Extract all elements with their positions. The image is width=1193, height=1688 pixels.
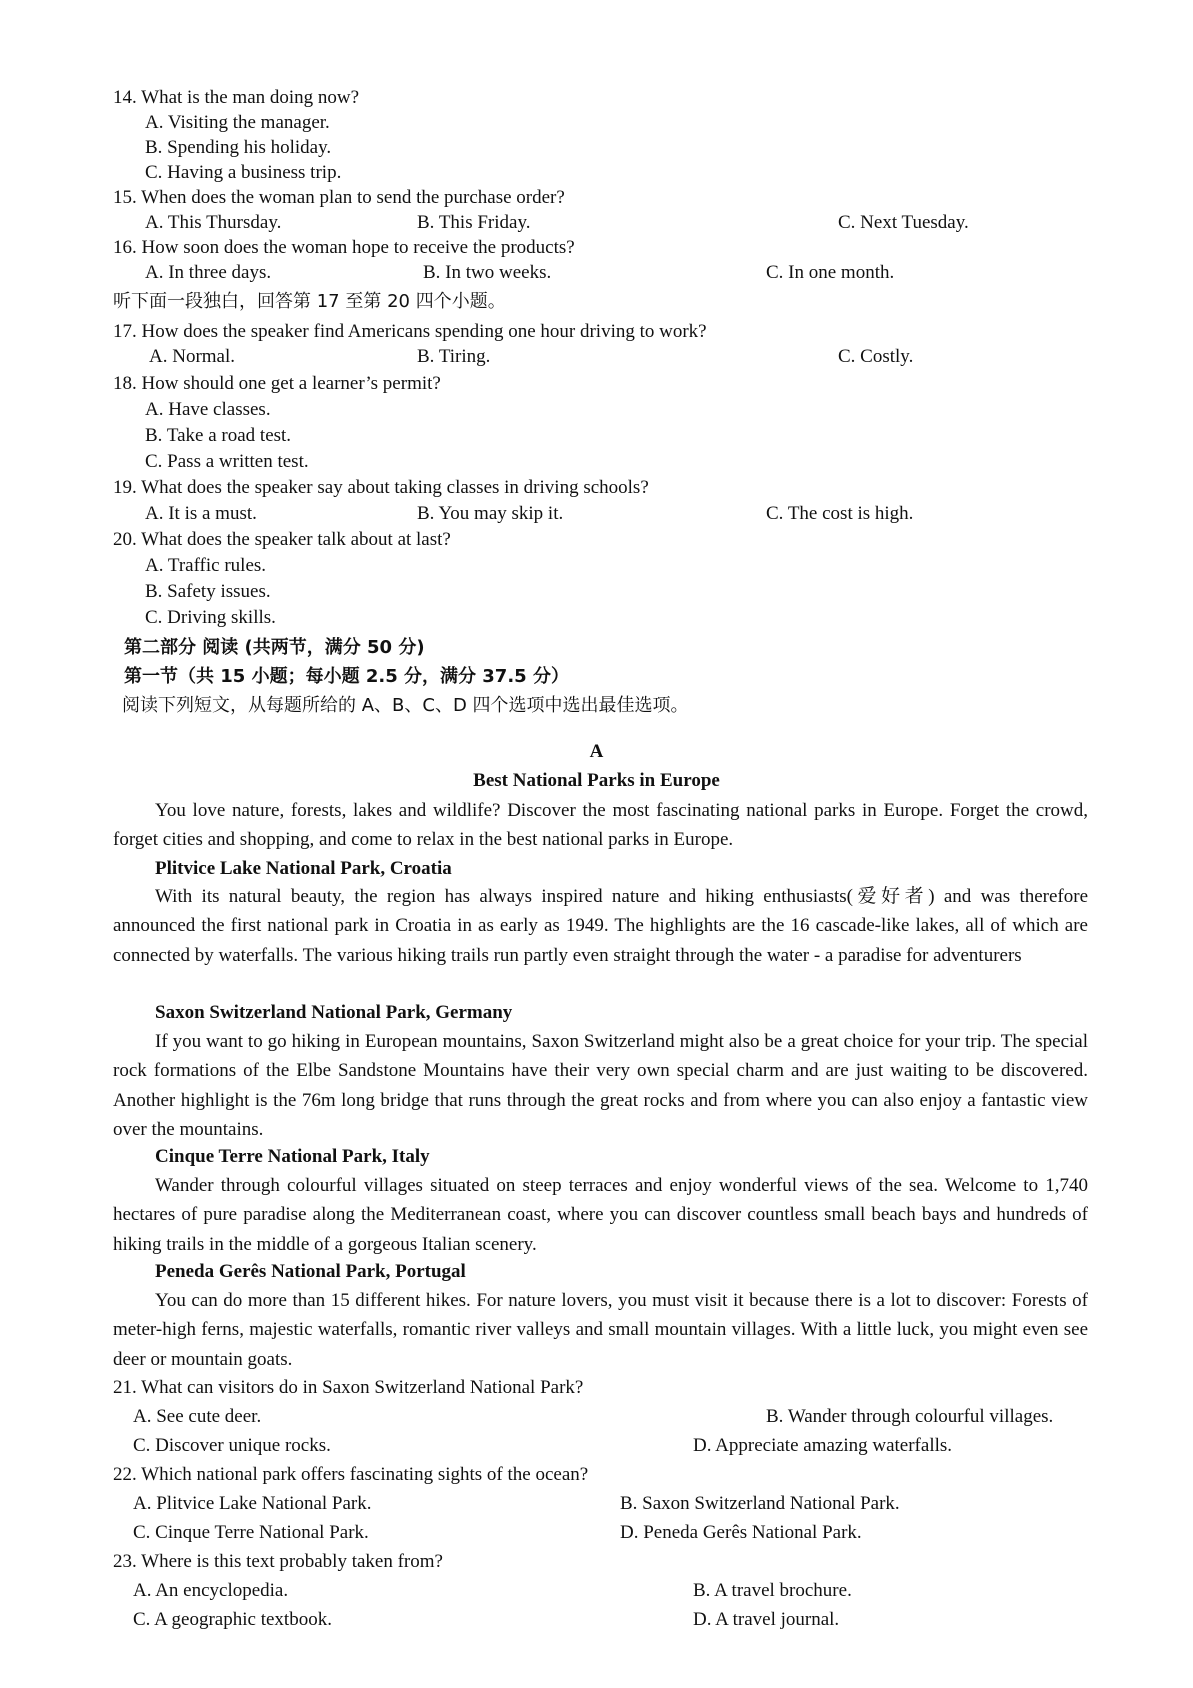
option-18a: A. Have classes. <box>145 399 271 420</box>
option-14a: A. Visiting the manager. <box>145 112 330 133</box>
section1-title: 第一节（共 15 小题；每小题 2.5 分，满分 37.5 分） <box>124 666 569 687</box>
option-22c: C. Cinque Terre National Park. <box>133 1522 369 1543</box>
option-14c: C. Having a business trip. <box>145 162 342 183</box>
question-20: 20. What does the speaker talk about at last? <box>113 529 451 550</box>
option-23d: D. A travel journal. <box>693 1609 840 1630</box>
park-heading-peneda-geres: Peneda Gerês National Park, Portugal <box>155 1261 466 1282</box>
passage-letter: A <box>589 741 604 762</box>
option-16c: C. In one month. <box>766 262 895 283</box>
option-21c: C. Discover unique rocks. <box>133 1435 331 1456</box>
reading-instruction: 阅读下列短文，从每题所给的 A、B、C、D 四个选项中选出最佳选项。 <box>122 695 689 716</box>
question-19: 19. What does the speaker say about taking classes in driving schools? <box>113 477 649 498</box>
option-18b: B. Take a road test. <box>145 425 292 446</box>
option-15b: B. This Friday. <box>417 212 531 233</box>
option-14b: B. Spending his holiday. <box>145 137 332 158</box>
option-16b: B. In two weeks. <box>423 262 552 283</box>
monologue-instruction: 听下面一段独白，回答第 17 至第 20 四个小题。 <box>113 291 506 312</box>
option-20b: B. Safety issues. <box>145 581 271 602</box>
option-15c: C. Next Tuesday. <box>838 212 969 233</box>
park-heading-saxon: Saxon Switzerland National Park, Germany <box>155 1002 513 1023</box>
option-22b: B. Saxon Switzerland National Park. <box>620 1493 900 1514</box>
question-21: 21. What can visitors do in Saxon Switzerland National Park? <box>113 1377 584 1398</box>
option-19b: B. You may skip it. <box>417 503 564 524</box>
option-17a: A. Normal. <box>149 346 236 367</box>
question-23: 23. Where is this text probably taken from? <box>113 1551 443 1572</box>
option-15a: A. This Thursday. <box>145 212 282 233</box>
option-19a: A. It is a must. <box>145 503 257 524</box>
passage-title: Best National Parks in Europe <box>473 770 720 791</box>
option-21d: D. Appreciate amazing waterfalls. <box>693 1435 953 1456</box>
option-19c: C. The cost is high. <box>766 503 914 524</box>
option-17b: B. Tiring. <box>417 346 491 367</box>
park-text-saxon: If you want to go hiking in European mountains, Saxon Switzerland might also be a great choice for your trip. The special rock formations of the Elbe Sandstone Mountains have their very own special charm and are just waiting to be discovered. Another highlight is the 76m long bridge that runs through the great rocks and from where you can also enjoy a fantastic view over the mountains. <box>113 1031 1088 1140</box>
option-23b: B. A travel brochure. <box>693 1580 852 1601</box>
park-text-peneda-geres: You can do more than 15 different hikes. For nature lovers, you must visit it because there is a lot to discover: Forests of meter-high ferns, majestic waterfalls, romantic river valleys and small mountain villages. With a little luck, you might even see deer or mountain goats. <box>113 1290 1088 1370</box>
option-21b: B. Wander through colourful villages. <box>766 1406 1054 1427</box>
option-20a: A. Traffic rules. <box>145 555 267 576</box>
option-22d: D. Peneda Gerês National Park. <box>620 1522 862 1543</box>
question-17: 17. How does the speaker find Americans spending one hour driving to work? <box>113 321 707 342</box>
option-18c: C. Pass a written test. <box>145 451 309 472</box>
part2-title: 第二部分 阅读 (共两节，满分 50 分) <box>124 637 425 658</box>
question-22: 22. Which national park offers fascinating sights of the ocean? <box>113 1464 589 1485</box>
question-14: 14. What is the man doing now? <box>113 87 360 108</box>
option-22a: A. Plitvice Lake National Park. <box>133 1493 372 1514</box>
passage-intro: You love nature, forests, lakes and wildlife? Discover the most fascinating national parks in Europe. Forget the crowd, forget cities and shopping, and come to relax in the best national parks in Europe. <box>113 800 1088 851</box>
question-16: 16. How soon does the woman hope to receive the products? <box>113 237 575 258</box>
option-17c: C. Costly. <box>838 346 914 367</box>
option-21a: A. See cute deer. <box>133 1406 262 1427</box>
option-20c: C. Driving skills. <box>145 607 276 628</box>
park-heading-cinque-terre: Cinque Terre National Park, Italy <box>155 1146 430 1167</box>
question-18: 18. How should one get a learner’s permit? <box>113 373 441 394</box>
park-text-cinque-terre: Wander through colourful villages situated on steep terraces and enjoy wonderful views of the sea. Welcome to 1,740 hectares of pure paradise along the Mediterranean coast, where you can discover countless small beach bays and hundreds of hiking trails in the middle of a gorgeous Italian scenery. <box>113 1175 1088 1255</box>
question-15: 15. When does the woman plan to send the purchase order? <box>113 187 565 208</box>
option-23c: C. A geographic textbook. <box>133 1609 332 1630</box>
option-23a: A. An encyclopedia. <box>133 1580 289 1601</box>
park-heading-plitvice: Plitvice Lake National Park, Croatia <box>155 858 452 879</box>
option-16a: A. In three days. <box>145 262 272 283</box>
park-text-plitvice: With its natural beauty, the region has always inspired nature and hiking enthusiasts(爱好者) and was therefore announced the first national park in Croatia in as early as 1949. The highlights are the 16 cascade-like lakes, all of which are connected by waterfalls. The various hiking trails run partly even straight through the water - a paradise for adventurers <box>113 886 1088 966</box>
